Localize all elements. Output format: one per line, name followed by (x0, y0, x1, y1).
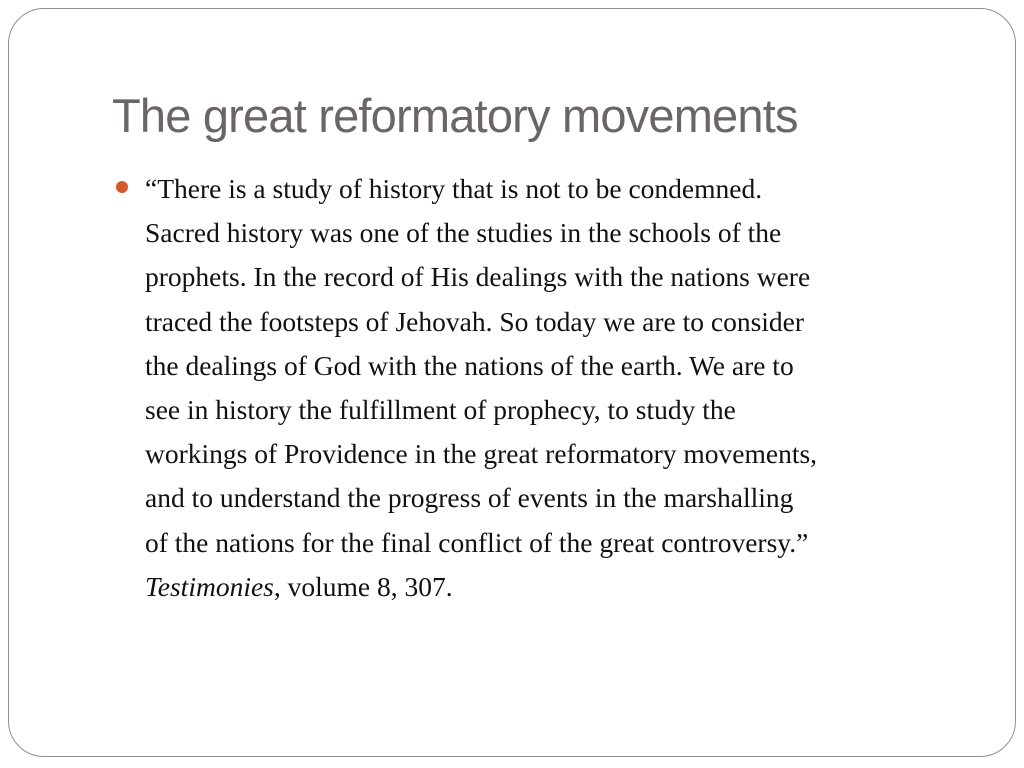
quote-line: of the nations for the final conflict of the great controversy.” (145, 526, 809, 558)
citation-work-title: Testimonies (145, 570, 274, 602)
citation-detail: , volume 8, 307. (273, 570, 453, 602)
quote-line: prophets. In the record of His dealings with the nations were (145, 261, 811, 293)
bullet-dot-icon (116, 181, 128, 193)
quote-line: traced the footsteps of Jehovah. So today we are to consider (145, 305, 805, 337)
citation-line (145, 565, 985, 609)
quote-line: “There is a study of history that is not to be condemned. (145, 173, 763, 204)
quote-line: the dealings of God with the nations of the earth. We are to (145, 349, 794, 381)
slide-title: The great reformatory movements (112, 89, 798, 142)
quote-paragraph (145, 167, 985, 609)
quote-line: see in history the fulfillment of prophecy, to study the (145, 394, 736, 426)
quote-line: workings of Providence in the great reformatory movements, (145, 438, 818, 470)
quote-line: Sacred history was one of the studies in the schools of the (145, 217, 782, 249)
quote-line: and to understand the progress of events in the marshalling (145, 482, 794, 514)
